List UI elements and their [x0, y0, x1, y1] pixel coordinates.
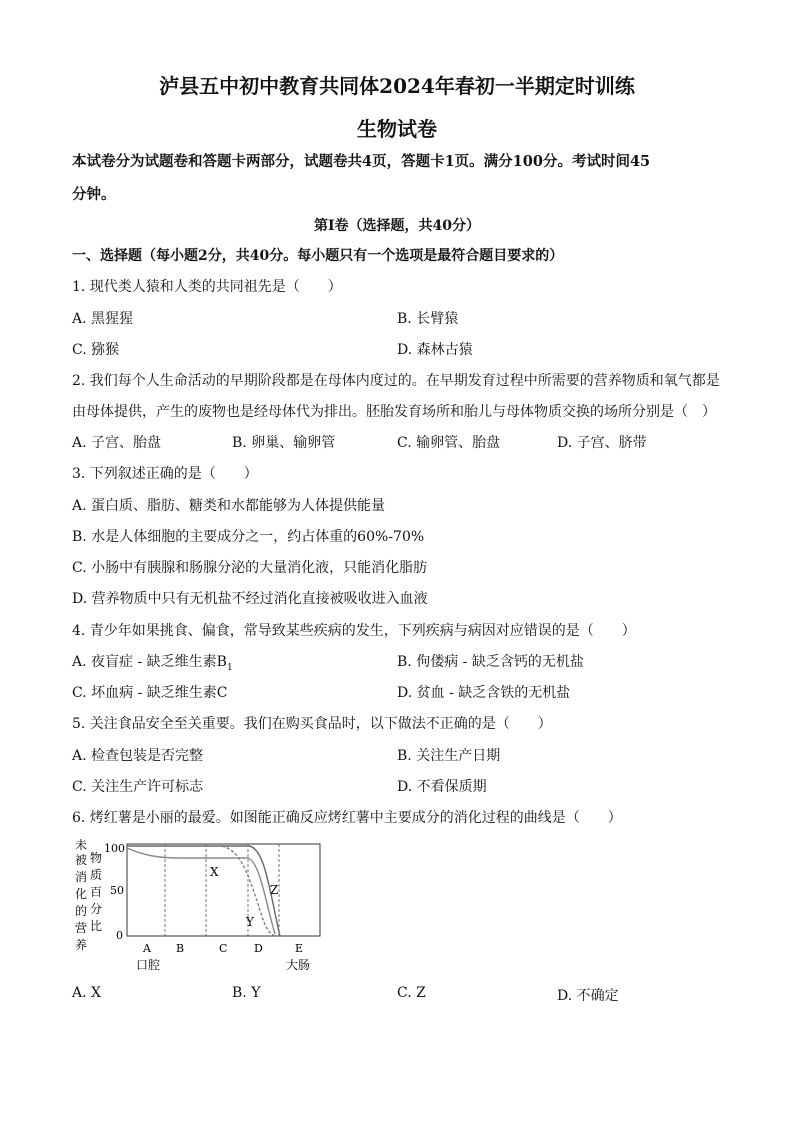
- question-4-stem: 4. 青少年如果挑食、偏食，常导致某些疾病的发生，下列疾病与病因对应错误的是（ ）: [72, 623, 636, 639]
- digestion-curve-figure: [70, 834, 330, 979]
- curve-label-y: Y: [246, 915, 254, 929]
- q1-option-b: B. 长臂猿: [397, 311, 459, 327]
- ylabel-outer-2: 消: [75, 870, 88, 884]
- region-name-large-intestine: 大肠: [286, 958, 311, 972]
- region-d: D: [254, 942, 263, 955]
- region-c: C: [219, 942, 228, 955]
- q3-option-d: D. 营养物质中只有无机盐不经过消化直接被吸收进入血液: [72, 591, 428, 607]
- q4-option-b: B. 佝偻病 - 缺乏含钙的无机盐: [397, 654, 584, 670]
- q6-option-b: B. Y: [232, 985, 261, 1001]
- q6-option-a: A. X: [72, 985, 101, 1001]
- exam-title: 泸县五中初中教育共同体2024年春初一半期定时训练: [159, 74, 635, 98]
- question-5-stem: 5. 关注食品安全至关重要。我们在购买食品时，以下做法不正确的是（ ）: [72, 716, 552, 732]
- region-a: A: [143, 942, 151, 955]
- q1-option-c: C. 猕猴: [72, 342, 120, 358]
- question-3-stem: 3. 下列叙述正确的是（ ）: [72, 466, 258, 482]
- q4-option-a: [72, 651, 233, 673]
- q6-option-d: D. 不确定: [557, 988, 619, 1004]
- q1-option-d: D. 森林古猿: [397, 342, 473, 358]
- q4-option-a-subscript: 1: [226, 662, 233, 673]
- q3-option-c: C. 小肠中有胰腺和肠腺分泌的大量消化液，只能消化脂肪: [72, 560, 428, 576]
- q5-option-b: B. 关注生产日期: [397, 748, 501, 764]
- ylabel-outer-6: 养: [75, 938, 88, 952]
- ylabel-outer-1: 被: [75, 853, 88, 867]
- q5-option-d: D. 不看保质期: [397, 779, 487, 795]
- q5-option-c: C. 关注生产许可标志: [72, 779, 204, 795]
- ylabel-inner-0: 物: [90, 851, 103, 865]
- q2-option-b: B. 卵巢、输卵管: [232, 435, 336, 451]
- ylabel-inner-1: 质: [90, 868, 103, 882]
- q3-option-b: B. 水是人体细胞的主要成分之一，约占体重的60%-70%: [72, 529, 425, 545]
- section-title: 一、选择题（每小题2分，共40分。每小题只有一个选项是最符合题目要求的）: [72, 248, 564, 264]
- ytick-0: 0: [116, 929, 123, 942]
- question-2-stem-line-1: 2. 我们每个人生命活动的早期阶段都是在母体内度过的。在早期发育过程中所需要的营养物质和氧气都是: [72, 373, 720, 389]
- ylabel-inner-4: 比: [90, 919, 103, 933]
- curve-z: [127, 846, 280, 936]
- ylabel-outer-0: 未: [75, 838, 88, 852]
- intro-line-1: 本试卷分为试题卷和答题卡两部分，试题卷共4页，答题卡1页。满分100分。考试时间45: [72, 153, 651, 170]
- q5-option-a: A. 检查包装是否完整: [72, 748, 204, 764]
- ylabel-outer-4: 的: [75, 904, 88, 918]
- q4-option-a-text: A. 夜盲症 - 缺乏维生素B: [72, 654, 227, 670]
- question-2-stem-line-2: 由母体提供，产生的废物也是经母体代为排出。胚胎发育场所和胎儿与母体物质交换的场所分别是（ ）: [72, 404, 716, 420]
- ylabel-inner-2: 百: [90, 885, 103, 899]
- q2-option-a: A. 子宫、胎盘: [72, 435, 162, 451]
- question-1-stem: 1. 现代类人猿和人类的共同祖先是（ ）: [72, 279, 342, 295]
- question-6-stem: 6. 烤红薯是小丽的最爱。如图能正确反应烤红薯中主要成分的消化过程的曲线是（ ）: [72, 810, 622, 826]
- subject-title: 生物试卷: [357, 117, 437, 141]
- region-e: E: [295, 942, 304, 955]
- ytick-50: 50: [110, 884, 124, 897]
- region-b: B: [176, 942, 185, 955]
- q1-option-a: A. 黑猩猩: [72, 311, 134, 327]
- ylabel-outer-3: 化: [75, 887, 88, 901]
- ylabel-outer-5: 营: [75, 921, 88, 935]
- q4-option-c: C. 坏血病 - 缺乏维生素C: [72, 685, 228, 701]
- intro-line-2: 分钟。: [72, 186, 116, 203]
- q6-option-c: C. Z: [397, 985, 426, 1001]
- part-title: 第I卷（选择题，共40分）: [313, 218, 481, 234]
- q2-option-d: D. 子宫、脐带: [557, 435, 647, 451]
- q4-option-d: D. 贫血 - 缺乏含铁的无机盐: [397, 685, 571, 701]
- curve-label-x: X: [210, 865, 219, 879]
- ytick-100: 100: [104, 842, 125, 855]
- q2-option-c: C. 输卵管、胎盘: [397, 435, 501, 451]
- region-name-mouth: 口腔: [136, 958, 161, 972]
- ylabel-inner-3: 分: [90, 902, 103, 916]
- q3-option-a: A. 蛋白质、脂肪、糖类和水都能够为人体提供能量: [72, 498, 386, 514]
- curve-label-z: Z: [270, 883, 279, 897]
